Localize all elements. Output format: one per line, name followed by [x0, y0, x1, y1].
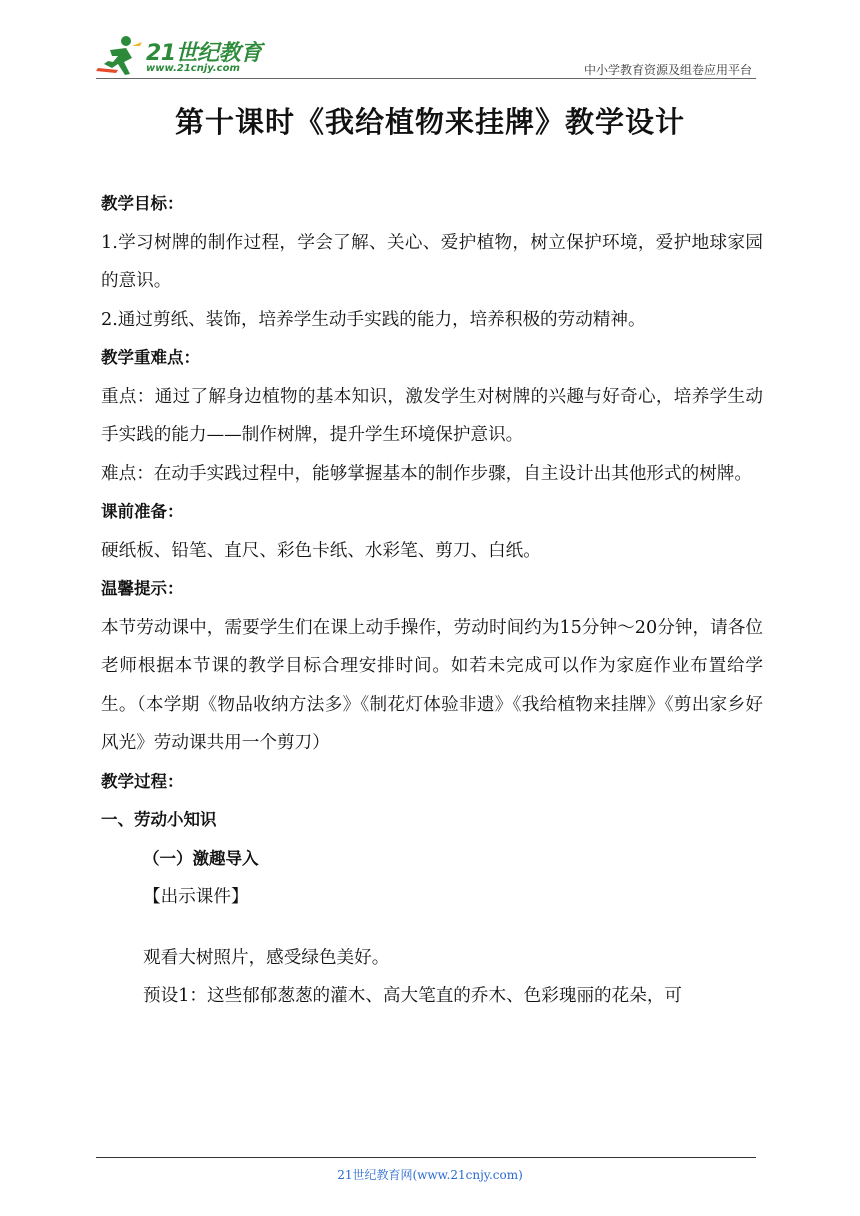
- show-courseware: 【出示课件】: [143, 887, 249, 907]
- logo: [96, 34, 271, 78]
- page-title: 第十课时《我给植物来挂牌》教学设计: [174, 105, 685, 139]
- process-heading: 教学过程：: [101, 771, 184, 791]
- footer-divider: [96, 1157, 756, 1158]
- logo-text: 21世纪教育: [146, 41, 262, 66]
- preset-1: 预设1：这些郁郁葱葱的灌木、高大笔直的乔木、色彩瑰丽的花朵，可: [143, 986, 683, 1006]
- objective-2: 2.通过剪纸、装饰，培养学生动手实践的能力，培养积极的劳动精神。: [101, 309, 646, 330]
- watch-text: 观看大树照片，感受绿色美好。: [143, 947, 390, 968]
- prep-items: 硬纸板、铅笔、直尺、彩色卡纸、水彩笔、剪刀、白纸。: [101, 540, 541, 561]
- tips-text: 本节劳动课中，需要学生们在课上动手操作，劳动时间约为15分钟～20分钟，请各位老师根据本节课的教学目标合理安排时间。如若未完成可以作为家庭作业布置给学生。（本学期《物品收纳方法多》《制花灯体验非遗》《我给植物来挂牌》《剪出家乡好风光》劳动课共用一个剪刀）: [101, 617, 763, 753]
- document-body: [101, 185, 763, 1016]
- prep-heading: 课前准备：: [101, 502, 184, 521]
- tips-heading: 温馨提示：: [101, 579, 184, 598]
- page-header: [96, 28, 756, 80]
- runner-logo-icon: [96, 34, 144, 78]
- objectives-heading: 教学目标：: [101, 194, 184, 213]
- key-heading: 教学重难点：: [101, 348, 200, 367]
- header-divider: [96, 78, 756, 79]
- spacer: [101, 917, 763, 939]
- part1-heading: 一、劳动小知识: [101, 810, 217, 829]
- logo-url: www.21cnjy.com: [146, 63, 240, 74]
- footer-text: 21世纪教育网(www.21cnjy.com): [337, 1168, 523, 1182]
- difficulty-point: 难点：在动手实践过程中，能够掌握基本的制作步骤，自主设计出其他形式的树牌。: [101, 463, 752, 484]
- key-point: 重点：通过了解身边植物的基本知识，激发学生对树牌的兴趣与好奇心，培养学生动手实践的能力——制作树牌，提升学生环境保护意识。: [101, 386, 763, 445]
- sub1-heading: （一）激趣导入: [143, 848, 259, 868]
- objective-1: 1.学习树牌的制作过程，学会了解、关心、爱护植物，树立保护环境，爱护地球家园的意识。: [101, 232, 763, 291]
- header-platform-text: 中小学教育资源及组卷应用平台: [583, 63, 752, 77]
